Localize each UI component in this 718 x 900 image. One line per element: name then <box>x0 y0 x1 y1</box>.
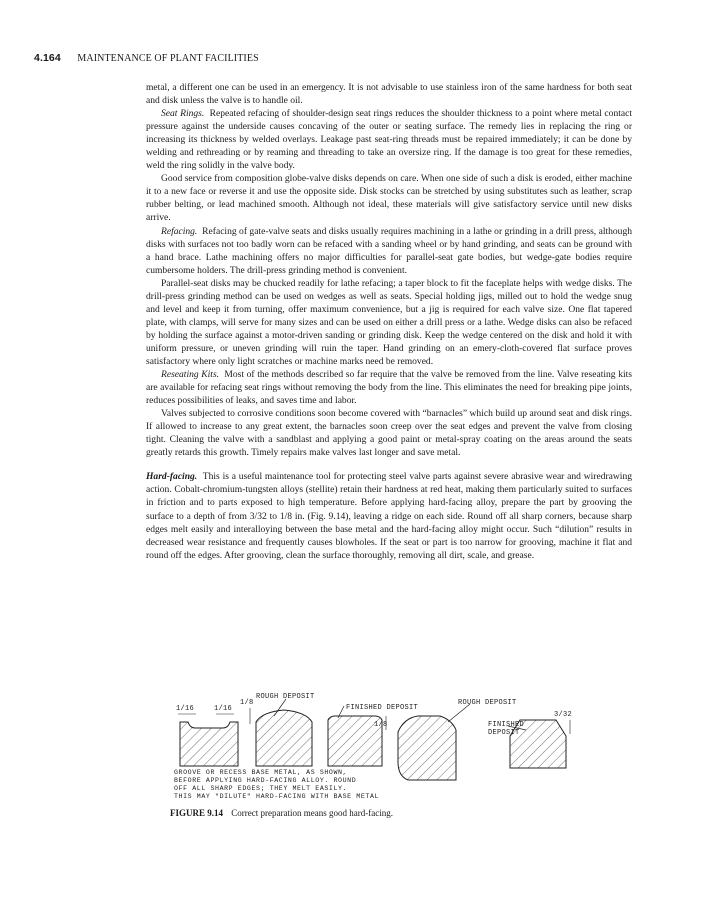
dimension-label: 1/16 <box>176 705 195 713</box>
section-paragraph <box>146 470 632 561</box>
finished-deposit-label: FINISHED DEPOSIT <box>346 704 419 712</box>
paragraph <box>146 225 632 277</box>
paragraph-text: Repeated refacing of shoulder-design seat rings reduces the shoulder thickness to a point where metal contact pressure against the underside causes concaving of the outer or seating surface. The remedy lies in replacing the ring or increasing its thickness by welded overlays. Leakage past seat-ring threads must be repaired immediately; it can be done by welding and rethreading or by reaming and threading to take an oversize ring. If the damage is too great for these remedies, weld the ring solidly in the valve body. <box>146 108 632 172</box>
running-title: MAINTENANCE OF PLANT FACILITIES <box>77 53 259 64</box>
paragraph <box>146 368 632 407</box>
run-in-head: Reseating Kits. <box>161 369 220 381</box>
figure-note-line: BEFORE APPLYING HARD-FACING ALLOY. ROUND <box>174 777 357 784</box>
finished-deposit-label: DEPOSIT <box>488 729 520 737</box>
caption-text: Correct preparation means good hard-facing. <box>231 808 393 818</box>
figure-9-14 <box>170 690 573 805</box>
figure-note-line: THIS MAY "DILUTE" HARD-FACING WITH BASE METAL <box>174 793 380 800</box>
dimension-label: 1/16 <box>214 705 233 713</box>
run-in-head: Refacing. <box>161 225 198 237</box>
hard-facing-diagram <box>170 690 573 805</box>
page-number: 4.164 <box>34 52 61 64</box>
paragraph-text: Refacing of gate-valve seats and disks usually requires machining in a lathe or grinding in a drill press, although disks with surfaces not too badly worn can be refaced with a sanding wheel or by hand grinding, and seats can be ground with a hand brace. Lathe machining offers no major difficulties for parallel-seat gate bodies, but wedge-gate bodies require cumbersome holders. The drill-press grinding method is convenient. <box>146 225 632 276</box>
dimension-label: 1/8 <box>374 721 388 729</box>
body-text <box>146 81 632 562</box>
paragraph: metal, a different one can be used in an emergency. It is not advisable to use stainless iron of the same hardness for both seat and disk unless the valve is to handle oil. <box>146 82 632 107</box>
run-in-head: Seat Rings. <box>161 108 205 120</box>
paragraph: Parallel-seat disks may be chucked readily for lathe refacing; a taper block to fit the faceplate helps with wedge disks. The drill-press grinding method can be used on wedges as well as seats. Special holding jigs, milled out to hold the wedge snug and level and keep it from turning, offer maximum convenience, but a jig is required for each valve size. One flat tapered plate, with clamps, will serve for many sizes and can be used on either a drill press or a lathe. Wedge disks can also be refaced by holding the surface against a motor-driven sanding or grinding disk. Keep the wedge centered on the disk and hold it with uniform pressure, or uneven grinding will ruin the taper. Hand grinding on an emery-cloth-covered flat surface proves satisfactory where only light scratches or machine marks need be removed. <box>146 277 632 367</box>
paragraph-text: This is a useful maintenance tool for protecting steel valve parts against severe abrasive wear and wiredrawing action. Cobalt-chromium-tungsten alloys (stellite) retain their hardness at red heat, making them particularly suited to surfaces in friction and to parts exposed to high temperature. Before applying hard-facing alloy, prepare the part by grooving the surface to a depth of from <box>146 471 632 522</box>
paragraph-text: to <box>269 510 278 522</box>
rough-deposit-label: ROUGH DEPOSIT <box>256 693 315 701</box>
figure-note-line: GROOVE OR RECESS BASE METAL, AS SHOWN, <box>174 769 348 776</box>
paragraph: Valves subjected to corrosive conditions soon become covered with “barnacles” which build up around seat and disk rings. If allowed to increase to any great extent, the barnacles soon creep over the seat edges and prevent the valve from closing tight. Cleaning the valve with a sandblast and applying a good paint or metal-spray coating on the areas around the seats greatly retards this growth. Timely repairs make valves last longer and save metal. <box>146 408 632 459</box>
paragraph: Good service from composition globe-valve disks depends on care. When one side of such a disk is eroded, either machine it to a new face or reverse it and use the opposite side. Disk stocks can be stretched by using substitutes such as leather, scrap rubber belting, or lead machined smooth. Although not ideal, these materials will give satisfactory service until new disks arrive. <box>146 173 632 224</box>
figure-note-line: OFF ALL SHARP EDGES; THEY MELT EASILY. <box>174 785 348 792</box>
dimension-label: 1/8 <box>240 699 254 707</box>
rough-deposit-label: ROUGH DEPOSIT <box>458 699 517 707</box>
finished-deposit-label: FINISHED <box>488 721 525 729</box>
paragraph-text: in. (Fig. 9.14), leaving a ridge on each side. Round off all sharp corners, because sharp edges melt easily and interalloying between the base metal and the hard-facing alloy might occur. Such “dilution” results in decreased wear resistance and frequently causes blowholes. If the seat or part is too narrow for grooving, machine it flat and round off the edges. After grooving, clean the surface thoroughly, removing all dirt, scale, and grease. <box>146 510 633 561</box>
caption-label: FIGURE 9.14 <box>170 808 224 818</box>
dimension-label: 3/32 <box>554 711 573 719</box>
seat-block-4 <box>398 716 456 780</box>
paragraph <box>146 107 632 172</box>
paragraph-text: Most of the methods described so far require that the valve be removed from the line. Valve reseating kits are available for refacing seat rings without removing the body from the line. This eliminates the need for breaking pipe joints, reduces possibilities of leaks, and saves time and labor. <box>146 369 633 407</box>
running-header <box>34 52 259 64</box>
fraction: 3/32 <box>249 510 267 522</box>
fraction: 1/8 <box>279 510 293 522</box>
figure-caption <box>170 808 393 818</box>
section-heading: Hard-facing. <box>146 471 198 483</box>
deposit-block-2 <box>256 710 312 766</box>
grooved-block-1 <box>180 722 238 766</box>
